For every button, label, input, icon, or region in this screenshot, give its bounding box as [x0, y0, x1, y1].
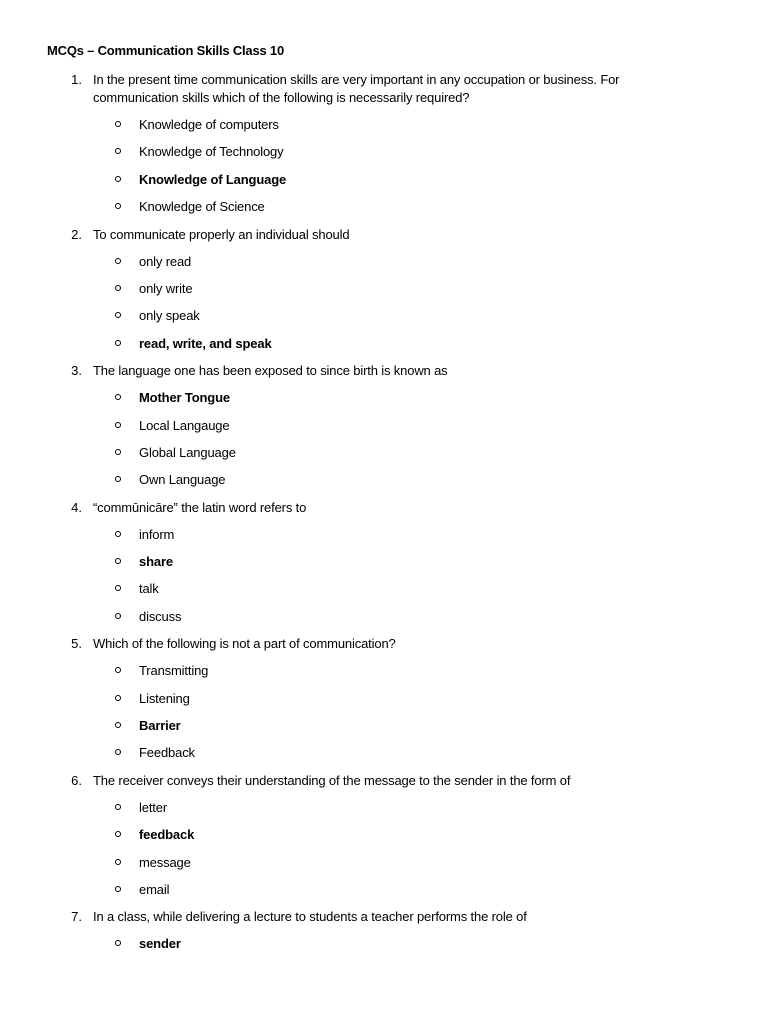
option-text: only read [139, 253, 192, 269]
hollow-circle-bullet-icon [115, 886, 121, 892]
option-item [0, 198, 768, 216]
option-text: only write [139, 280, 193, 296]
option-item [0, 935, 768, 953]
hollow-circle-bullet-icon [115, 312, 121, 318]
option-list [0, 116, 768, 216]
question-number: 4. [71, 499, 82, 515]
question-text: To communicate properly an individual should [93, 226, 350, 242]
option-item [0, 826, 768, 844]
option-item [0, 116, 768, 134]
option-item [0, 171, 768, 189]
option-item [0, 417, 768, 435]
hollow-circle-bullet-icon [115, 476, 121, 482]
option-text: message [139, 854, 191, 870]
correct-answer-text: sender [139, 936, 181, 952]
option-text: Transmitting [139, 663, 209, 679]
hollow-circle-bullet-icon [115, 121, 121, 127]
hollow-circle-bullet-icon [115, 449, 121, 455]
question-item [0, 71, 768, 216]
option-item [0, 744, 768, 762]
correct-answer-text: Mother Tongue [139, 390, 230, 406]
hollow-circle-bullet-icon [115, 558, 121, 564]
option-list [0, 799, 768, 899]
option-text: talk [139, 581, 159, 597]
option-item [0, 389, 768, 407]
option-list [0, 526, 768, 626]
option-text: Knowledge of Technology [139, 144, 284, 160]
question-number: 2. [71, 226, 82, 242]
option-item [0, 471, 768, 489]
option-item [0, 580, 768, 598]
hollow-circle-bullet-icon [115, 203, 121, 209]
hollow-circle-bullet-icon [115, 258, 121, 264]
question-text: In a class, while delivering a lecture to students a teacher performs the role of [93, 909, 527, 925]
option-text: Knowledge of computers [139, 117, 279, 132]
hollow-circle-bullet-icon [115, 859, 121, 865]
hollow-circle-bullet-icon [115, 667, 121, 673]
hollow-circle-bullet-icon [115, 585, 121, 591]
hollow-circle-bullet-icon [115, 804, 121, 810]
option-list [0, 253, 768, 353]
hollow-circle-bullet-icon [115, 749, 121, 755]
hollow-circle-bullet-icon [115, 695, 121, 701]
hollow-circle-bullet-icon [115, 148, 121, 154]
option-item [0, 881, 768, 899]
option-text: letter [139, 799, 168, 815]
question-list [0, 71, 768, 963]
option-item [0, 662, 768, 680]
option-item [0, 553, 768, 571]
question-item [0, 908, 768, 953]
option-item [0, 335, 768, 353]
option-text: Local Langauge [139, 417, 230, 433]
option-text: email [139, 881, 170, 897]
option-text: discuss [139, 608, 182, 624]
option-text: Listening [139, 690, 190, 706]
option-text: only speak [139, 308, 200, 324]
option-list [0, 662, 768, 762]
question-number: 7. [71, 909, 82, 925]
question-text: In the present time communication skills are very important in any occupation or business. For communication skills which of the following is necessarily required? [93, 72, 620, 105]
question-number: 5. [71, 636, 82, 652]
correct-answer-text: read, write, and speak [139, 335, 272, 351]
hollow-circle-bullet-icon [115, 340, 121, 346]
option-item [0, 717, 768, 735]
option-text: Knowledge of Science [139, 199, 265, 215]
question-text: The language one has been exposed to since birth is known as [93, 363, 448, 379]
hollow-circle-bullet-icon [115, 176, 121, 182]
option-list [0, 389, 768, 489]
hollow-circle-bullet-icon [115, 394, 121, 400]
question-text: The receiver conveys their understanding of the message to the sender in the form of [93, 772, 571, 788]
question-item [0, 772, 768, 899]
hollow-circle-bullet-icon [115, 722, 121, 728]
option-text: Feedback [139, 745, 195, 761]
hollow-circle-bullet-icon [115, 285, 121, 291]
option-item [0, 307, 768, 325]
option-item [0, 253, 768, 271]
question-number: 1. [71, 72, 82, 87]
hollow-circle-bullet-icon [115, 531, 121, 537]
option-list [0, 935, 768, 953]
option-item [0, 526, 768, 544]
question-item [0, 362, 768, 489]
question-item [0, 226, 768, 353]
hollow-circle-bullet-icon [115, 613, 121, 619]
question-item [0, 635, 768, 762]
option-item [0, 690, 768, 708]
correct-answer-text: Knowledge of Language [139, 171, 287, 187]
option-text: Own Language [139, 472, 226, 488]
option-item [0, 608, 768, 626]
correct-answer-text: share [139, 554, 173, 570]
question-item [0, 499, 768, 626]
correct-answer-text: Barrier [139, 718, 181, 734]
question-number: 6. [71, 772, 82, 788]
option-item [0, 280, 768, 298]
question-number: 3. [71, 363, 82, 379]
correct-answer-text: feedback [139, 827, 195, 843]
option-item [0, 143, 768, 161]
page-title: MCQs – Communication Skills Class 10 [47, 43, 284, 58]
question-text: Which of the following is not a part of communication? [93, 636, 396, 652]
option-text: inform [139, 526, 175, 542]
option-item [0, 799, 768, 817]
option-item [0, 854, 768, 872]
question-text: “commūnicāre” the latin word refers to [93, 499, 307, 515]
hollow-circle-bullet-icon [115, 422, 121, 428]
hollow-circle-bullet-icon [115, 831, 121, 837]
option-text: Global Language [139, 444, 236, 460]
hollow-circle-bullet-icon [115, 940, 121, 946]
option-item [0, 444, 768, 462]
